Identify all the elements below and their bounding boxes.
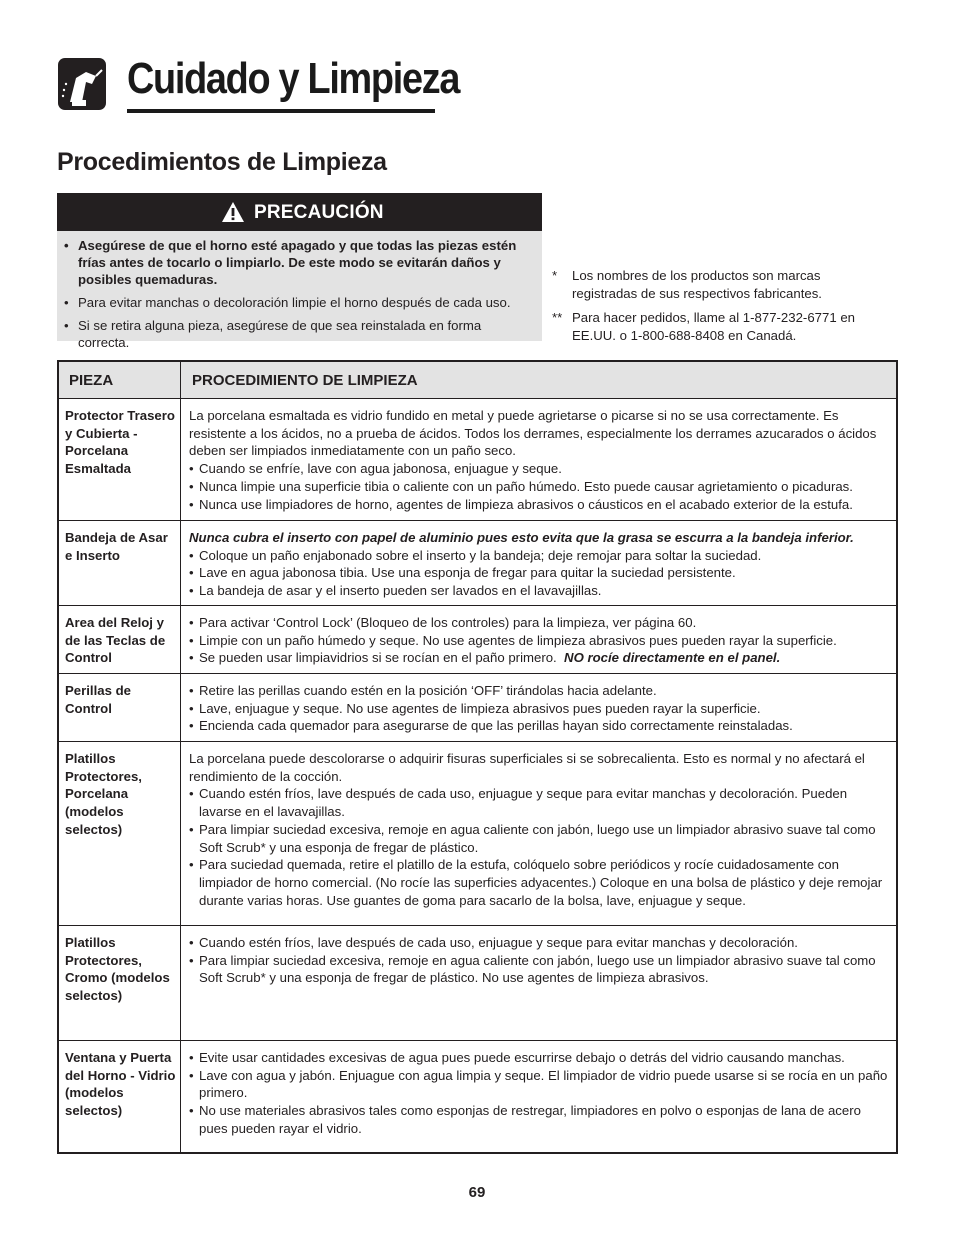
list-item: • Lave con agua y jabón. Enjuague con agua limpia y seque. El limpiador de vidrio puede usarse si se rocía en un paño primero. [189, 1067, 890, 1102]
caution-header [57, 193, 542, 231]
spray-bottle-icon [56, 56, 108, 112]
list-item-text: Se pueden usar limpiavidrios si se rocían en el paño primero. [199, 650, 557, 666]
row-bullets [189, 460, 890, 513]
footnote-text: Para hacer pedidos, llame al 1-877-232-6771 en EE.UU. o 1-800-688-8408 en Canadá. [572, 310, 855, 343]
list-item: • Limpie con un paño húmedo y seque. No use agentes de limpieza abrasivos pues pueden rayar la superficie. [189, 632, 890, 650]
row-intro: La porcelana puede descolorarse o adquirir fisuras superficiales si se sobrecalienta. Esto es normal y no afectará el rendimiento de la cocción. [189, 751, 865, 784]
row-procedure [181, 606, 896, 673]
list-item: • Evite usar cantidades excesivas de agua pues puede escurrirse debajo o detrás del vidrio causando manchas. [189, 1049, 890, 1067]
row-bullets [189, 1049, 890, 1138]
row-bullets [189, 934, 890, 987]
warning-triangle-icon [221, 201, 245, 223]
list-item: • Para limpiar suciedad excesiva, remoje en agua caliente con jabón, luego use un limpiador abrasivo suave tal como Soft Scrub* y una esponja de fregar de plástico. No use agentes de limpieza abrasivos. [189, 952, 890, 987]
list-item: • Cuando se enfríe, lave con agua jabonosa, enjuague y seque. [189, 460, 890, 478]
list-item: • Encienda cada quemador para asegurarse de que las perillas hayan sido correctamente reinstaladas. [189, 717, 890, 735]
row-procedure [181, 674, 896, 741]
section-heading: Procedimientos de Limpieza [57, 148, 387, 176]
table-header [59, 362, 896, 399]
row-part: Platillos Protectores, Cromo (modelos selectos) [59, 926, 181, 1040]
caution-title: PRECAUCIÓN [254, 202, 384, 223]
table-row [59, 1041, 896, 1152]
row-procedure [181, 1041, 896, 1152]
table-row [59, 399, 896, 521]
column-header-part: PIEZA [59, 362, 181, 398]
list-item: • Lave en agua jabonosa tibia. Use una esponja de fregar para quitar la suciedad persistente. [189, 564, 890, 582]
table-row [59, 742, 896, 926]
list-item: • Retire las perillas cuando estén en la posición ‘OFF’ tirándolas hacia adelante. [189, 682, 890, 700]
footnote-text: Los nombres de los productos son marcas registradas de sus respectivos fabricantes. [572, 268, 822, 301]
column-header-procedure: PROCEDIMIENTO DE LIMPIEZA [192, 372, 418, 389]
table-row [59, 926, 896, 1041]
row-procedure [181, 926, 896, 1040]
row-part: Area del Reloj y de las Teclas de Control [59, 606, 181, 673]
page-number: 69 [468, 1184, 486, 1201]
cleaning-procedures-table [57, 360, 898, 1154]
caution-box [57, 193, 542, 350]
footnotes [552, 267, 872, 351]
table-row [59, 674, 896, 742]
list-item: • La bandeja de asar y el inserto pueden ser lavados en el lavavajillas. [189, 582, 890, 600]
list-item: • Coloque un paño enjabonado sobre el inserto y la bandeja; deje remojar para soltar la suciedad. [189, 547, 890, 565]
list-item [189, 649, 890, 667]
footnote [552, 309, 872, 345]
list-item: • Cuando estén fríos, lave después de cada uso, enjuague y seque para evitar manchas y decoloración. Pueden lavarse en el lavavajillas. [189, 785, 890, 820]
row-bullets [189, 785, 890, 909]
caution-item: • Asegúrese de que el horno esté apagado y que todas las piezas estén frías antes de tocarlo o limpiarlo. De este modo se evitarán daños y posibles quemaduras. [64, 237, 532, 288]
chapter-title: Cuidado y Limpieza [127, 54, 460, 103]
row-intro: La porcelana esmaltada es vidrio fundido en metal y puede agrietarse o picarse si no se usa correctamente. Es resistente a los ácidos, no a prueba de ácidos. Todos los derrames, especialmente los derrames azucarados o ácidos deben ser limpiados inmediatamente con un paño seco. [189, 408, 877, 459]
list-item: • Cuando estén fríos, lave después de cada uso, enjuague y seque para evitar manchas y decoloración. [189, 934, 890, 952]
row-part: Platillos Protectores, Porcelana (modelos selectos) [59, 742, 181, 925]
row-bullets [189, 682, 890, 735]
footnote-mark: ** [552, 310, 563, 325]
row-warning: Nunca cubra el inserto con papel de aluminio pues esto evita que la grasa se escurra a la bandeja inferior. [189, 530, 854, 545]
row-part: Ventana y Puerta del Horno - Vidrio (modelos selectos) [59, 1041, 181, 1152]
row-procedure [181, 742, 896, 925]
emphasis-text: NO rocíe directamente en el panel. [564, 650, 781, 666]
list-item: • Nunca use limpiadores de horno, agentes de limpieza abrasivos o cáusticos en el acabado exterior de la estufa. [189, 496, 890, 514]
list-item: • No use materiales abrasivos tales como esponjas de restregar, limpiadores en polvo o esponjas de lana de acero pues pueden rayar el vidrio. [189, 1102, 890, 1137]
list-item: • Nunca limpie una superficie tibia o caliente con un paño húmedo. Esto puede causar agrietamiento o picaduras. [189, 478, 890, 496]
table-row [59, 521, 896, 606]
row-procedure [181, 521, 896, 605]
row-part: Bandeja de Asar e Inserto [59, 521, 181, 605]
table-row [59, 606, 896, 674]
chapter-header [54, 48, 460, 116]
footnote [552, 267, 872, 303]
row-part: Protector Trasero y Cubierta - Porcelana Esmaltada [59, 399, 181, 520]
row-bullets [189, 547, 890, 600]
title-underline [127, 109, 435, 113]
list-item: • Para suciedad quemada, retire el platillo de la estufa, colóquelo sobre periódicos y rocíe cuidadosamente con limpiador de horno comercial. (No rocíe las superficies adyacentes.) Coloque en una bolsa de plástico y deje remojar durante varias horas. Use guantes de goma para sacarlo de la bolsa, lave, enjuague y seque. [189, 856, 890, 909]
caution-item: • Si se retira alguna pieza, asegúrese de que sea reinstalada en forma correcta. [64, 317, 532, 351]
footnote-mark: * [552, 268, 558, 283]
list-item: • Para activar ‘Control Lock’ (Bloqueo de los controles) para la limpieza, ver página 60. [189, 614, 890, 632]
caution-list [57, 231, 542, 351]
row-part: Perillas de Control [59, 674, 181, 741]
list-item: • Lave, enjuague y seque. No use agentes de limpieza abrasivos pues pueden rayar la superficie. [189, 700, 890, 718]
row-procedure [181, 399, 896, 520]
row-bullets [189, 614, 890, 667]
list-item: • Para limpiar suciedad excesiva, remoje en agua caliente con jabón, luego use un limpiador abrasivo suave tal como Soft Scrub* y una esponja de fregar de plástico. [189, 821, 890, 856]
caution-item: • Para evitar manchas o decoloración limpie el horno después de cada uso. [64, 294, 532, 311]
